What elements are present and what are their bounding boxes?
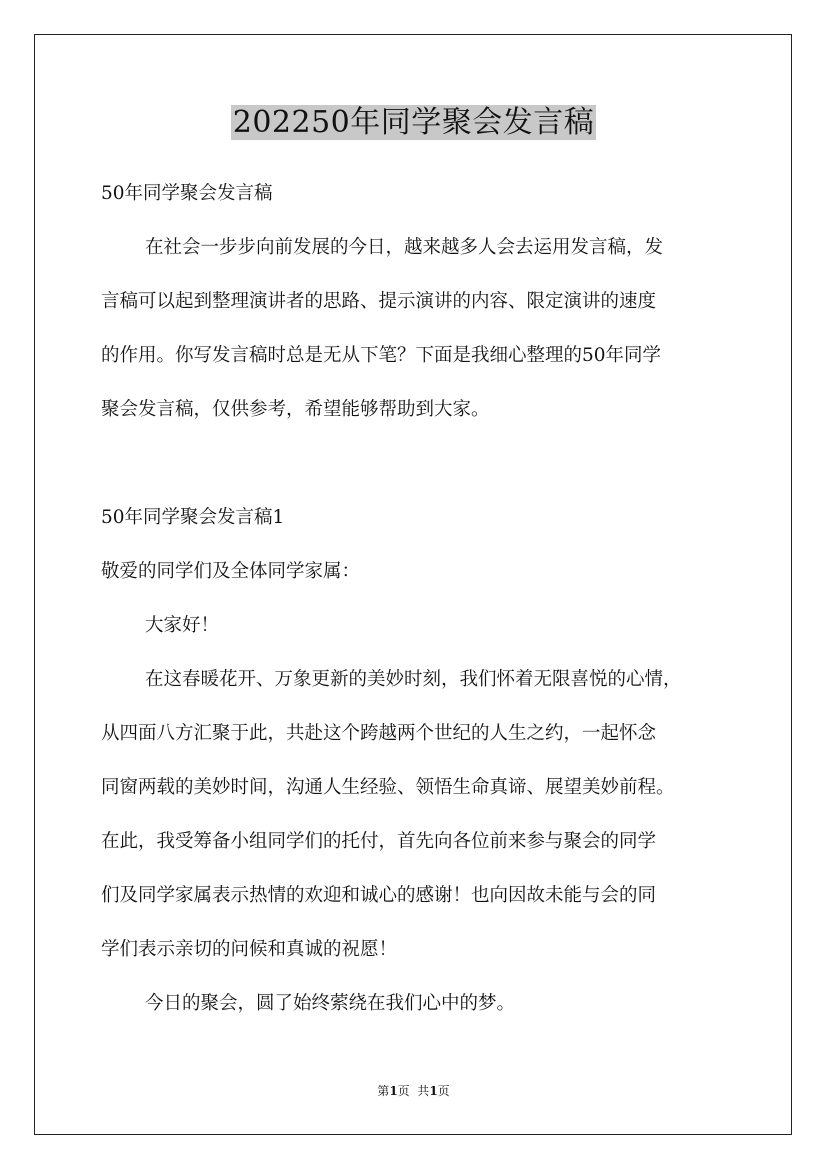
body-line-4: 在此，我受筹备小组同学们的托付，首先向各位前来参与聚会的同学 [101,831,657,852]
page-mid: 页 共 [397,1084,430,1098]
body-line-3: 同窗两载的美妙时间，沟通人生经验、领悟生命真谛、展望美妙前程。 [101,777,675,798]
page-current: 1 [389,1084,398,1098]
intro-line-4: 聚会发言稿，仅供参考，希望能够帮助到大家。 [101,399,490,420]
page-footer [0,1083,827,1099]
intro-line-1: 在社会一步步向前发展的今日，越来越多人会去运用发言稿，发 [145,237,664,258]
intro-line-2: 言稿可以起到整理演讲者的思路、提示演讲的内容、限定演讲的速度 [101,291,657,312]
salutation: 敬爱的同学们及全体同学家属： [101,561,361,582]
document-subtitle: 50年同学聚会发言稿 [101,183,273,204]
page-suffix: 页 [437,1084,450,1098]
page-prefix: 第 [377,1084,390,1098]
document-title-text: 202250年同学聚会发言稿 [232,105,595,140]
intro-line-3: 的作用。你写发言稿时总是无从下笔？下面是我细心整理的50年同学 [101,345,662,366]
document-title [0,103,827,143]
body-line-1: 在这春暖花开、万象更新的美妙时刻，我们怀着无限喜悦的心情， [145,669,682,690]
body-line-5: 们及同学家属表示热情的欢迎和诚心的感谢！也向因故未能与会的同 [101,885,657,906]
closing-line: 今日的聚会，圆了始终萦绕在我们心中的梦。 [145,993,516,1014]
page-total: 1 [429,1084,438,1098]
section-heading: 50年同学聚会发言稿1 [101,507,285,528]
body-line-2: 从四面八方汇聚于此，共赴这个跨越两个世纪的人生之约，一起怀念 [101,723,657,744]
greeting: 大家好！ [145,615,220,636]
body-line-6: 学们表示亲切的问候和真诚的祝愿！ [101,939,398,960]
